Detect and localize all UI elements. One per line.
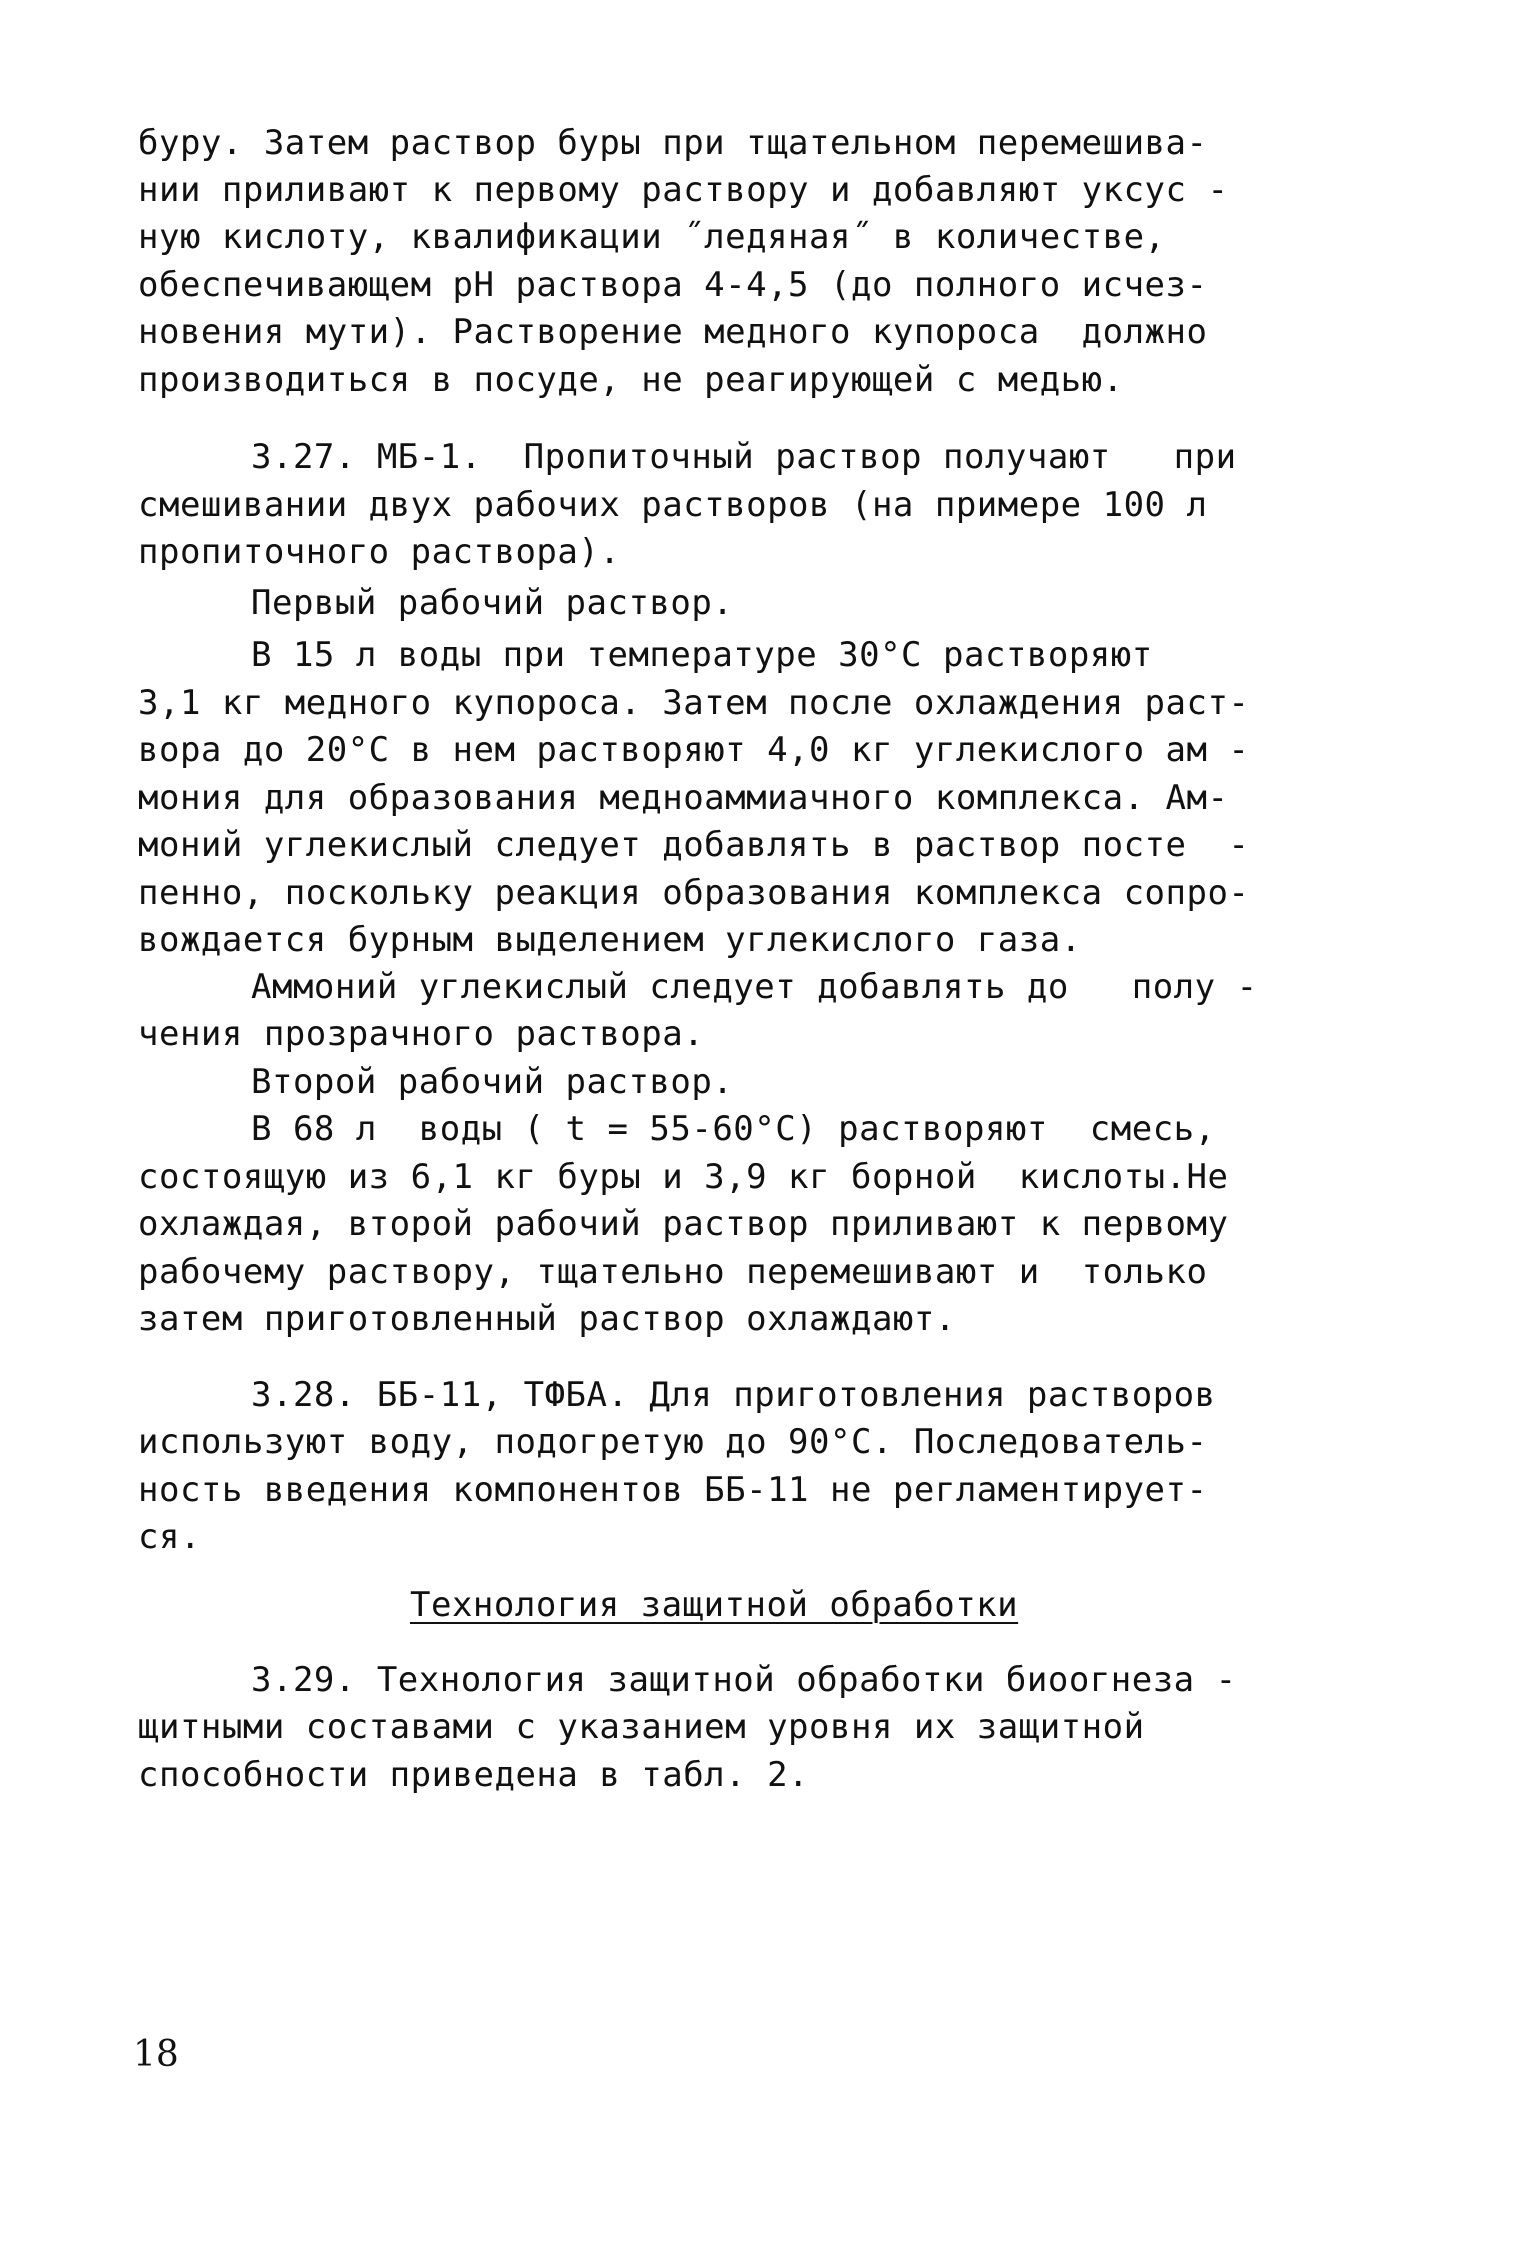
text-line: новения мути). Растворение медного купороса должно bbox=[138, 312, 1208, 352]
text-line: ную кислоту, квалификации ˝ледяная˝ в количестве, bbox=[138, 217, 1166, 257]
text-line: Первый рабочий раствор. bbox=[251, 583, 734, 623]
text-line: охлаждая, второй рабочий раствор приливают к первому bbox=[138, 1204, 1229, 1244]
text-line: Второй рабочий раствор. bbox=[251, 1062, 734, 1102]
text-line: 3,1 кг медного купороса. Затем после охлаждения раст- bbox=[138, 683, 1250, 723]
text-line: Аммоний углекислый следует добавлять до полу - bbox=[251, 967, 1258, 1007]
text-line: способности приведена в табл. 2. bbox=[138, 1755, 810, 1795]
page-number: 18 bbox=[133, 2034, 179, 2075]
text-line: ся. bbox=[138, 1517, 201, 1557]
text-line: ность введения компонентов ББ-11 не регламентирует- bbox=[138, 1470, 1208, 1510]
text-line: вора до 20°С в нем растворяют 4,0 кг углекислого ам - bbox=[138, 730, 1250, 770]
text-line: щитными составами с указанием уровня их защитной bbox=[138, 1707, 1145, 1747]
text-line: 3.27. МБ-1. Пропиточный раствор получают при bbox=[251, 437, 1237, 477]
text-line: используют воду, подогретую до 90°С. Последователь- bbox=[138, 1422, 1208, 1462]
text-line: состоящую из 6,1 кг буры и 3,9 кг борной кислоты.Не bbox=[138, 1157, 1229, 1197]
section-heading: Технология защитной обработки bbox=[410, 1585, 1019, 1625]
text-line: обеспечивающем pH раствора 4-4,5 (до полного исчез- bbox=[138, 265, 1208, 305]
text-line: моний углекислый следует добавлять в раствор посте - bbox=[138, 825, 1250, 865]
text-line: В 15 л воды при температуре 30°С растворяют bbox=[251, 635, 1153, 675]
text-line: мония для образования медноаммиачного комплекса. Ам- bbox=[138, 778, 1229, 818]
text-line: 3.29. Технология защитной обработки биоогнеза - bbox=[251, 1660, 1237, 1700]
text-line: нии приливают к первому раствору и добавляют уксус - bbox=[138, 170, 1229, 210]
text-line: производиться в посуде, не реагирующей с медью. bbox=[138, 360, 1124, 400]
text-line: 3.28. ББ-11, ТФБА. Для приготовления растворов bbox=[251, 1375, 1216, 1415]
text-line: буру. Затем раствор буры при тщательном перемешива- bbox=[138, 123, 1208, 163]
text-line: пенно, поскольку реакция образования комплекса сопро- bbox=[138, 873, 1250, 913]
text-line: вождается бурным выделением углекислого газа. bbox=[138, 920, 1082, 960]
text-line: затем приготовленный раствор охлаждают. bbox=[138, 1299, 956, 1339]
text-line: В 68 л воды ( t = 55-60°С) растворяют смесь, bbox=[251, 1109, 1216, 1149]
text-line: смешивании двух рабочих растворов (на примере 100 л bbox=[138, 485, 1208, 525]
text-line: чения прозрачного раствора. bbox=[138, 1014, 705, 1054]
text-line: пропиточного раствора). bbox=[138, 532, 621, 572]
text-line: рабочему раствору, тщательно перемешивают и только bbox=[138, 1252, 1208, 1292]
